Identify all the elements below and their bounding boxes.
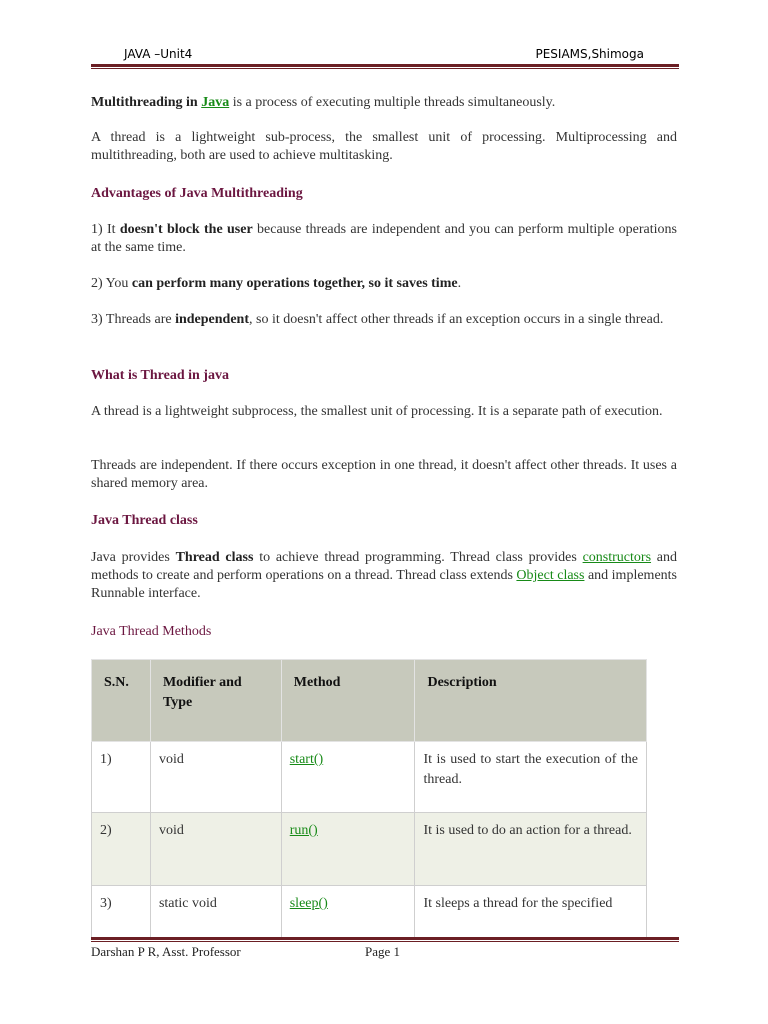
cell-description: It is used to do an action for a thread. — [415, 813, 647, 886]
advantage-3-bold: independent — [175, 312, 250, 327]
cell-description: It sleeps a thread for the specified — [415, 886, 647, 938]
cell-type: void — [150, 813, 281, 886]
java-link[interactable]: Java — [201, 95, 230, 110]
column-header-sn: S.N. — [92, 660, 151, 742]
advantage-1-prefix: 1) It — [91, 222, 120, 237]
thread-class-text-4: and implements Runnable interface. — [91, 568, 677, 601]
thread-class-text-1: Java provides — [91, 550, 176, 565]
advantages-heading: Advantages of Java Multithreading — [91, 186, 303, 201]
footer-rule-thin — [91, 941, 679, 942]
intro-bold: Multithreading in — [91, 95, 202, 110]
what-is-thread-paragraph-2: Threads are independent. If there occurs exception in one thread, it doesn't affect other threads. It uses a shared memory area. — [91, 458, 677, 491]
thread-class-paragraph — [91, 549, 677, 603]
cell-type: static void — [150, 886, 281, 938]
cell-sn: 2) — [92, 813, 151, 886]
cell-method — [281, 742, 415, 813]
advantage-item-1 — [91, 221, 677, 257]
advantage-1-bold: doesn't block the user — [119, 222, 253, 237]
cell-method — [281, 886, 415, 938]
advantage-item-3 — [91, 311, 677, 329]
advantage-2-rest: . — [457, 276, 462, 291]
header-institute: PESIAMS,Shimoga — [535, 47, 644, 61]
thread-definition-paragraph: A thread is a lightweight sub-process, the smallest unit of processing. Multiprocessing and multithreading, both are used to achieve multitasking. — [91, 130, 677, 163]
methods-heading: Java Thread Methods — [91, 624, 212, 639]
cell-sn: 1) — [92, 742, 151, 813]
cell-type: void — [150, 742, 281, 813]
sleep-method-link[interactable]: sleep() — [289, 896, 328, 911]
advantage-3-rest: , so it doesn't affect other threads if an exception occurs in a single thread. — [249, 312, 664, 327]
footer-page-number: Page 1 — [365, 944, 401, 959]
what-is-thread-paragraph-1: A thread is a lightweight subprocess, the smallest unit of processing. It is a separate path of execution. — [91, 404, 663, 419]
header-unit: JAVA –Unit4 — [124, 47, 193, 61]
thread-methods-table — [91, 659, 647, 938]
intro-rest: is a process of executing multiple threads simultaneously. — [229, 95, 556, 110]
thread-class-bold: Thread class — [175, 550, 254, 565]
constructors-link[interactable]: constructors — [582, 550, 652, 565]
what-is-thread-heading: What is Thread in java — [91, 368, 229, 383]
cell-sn: 3) — [92, 886, 151, 938]
table-row — [92, 742, 647, 813]
cell-description: It is used to start the execution of the thread. — [415, 742, 647, 813]
object-class-link[interactable]: Object class — [516, 568, 585, 583]
advantage-3-prefix: 3) Threads are — [91, 312, 176, 327]
intro-paragraph — [91, 94, 677, 112]
thread-class-text-3: and methods to create and perform operations on a thread. Thread class extends — [91, 550, 677, 583]
advantage-item-2 — [91, 275, 677, 293]
thread-class-heading: Java Thread class — [91, 513, 198, 528]
page-header — [0, 0, 768, 72]
column-header-type: Modifier and Type — [150, 660, 281, 742]
cell-method — [281, 813, 415, 886]
footer-author: Darshan P R, Asst. Professor — [91, 944, 241, 959]
table-header-row — [92, 660, 647, 742]
table-row — [92, 813, 647, 886]
advantage-1-rest: because threads are independent and you can perform multiple operations at the same time. — [91, 222, 677, 255]
header-rule-thick — [91, 64, 679, 67]
thread-class-text-2: to achieve thread programming. Thread class provides — [253, 550, 583, 565]
advantage-2-prefix: 2) You — [91, 276, 132, 291]
column-header-description: Description — [415, 660, 647, 742]
start-method-link[interactable]: start() — [289, 752, 324, 767]
advantage-2-bold: can perform many operations together, so it saves time — [131, 276, 458, 291]
table-row — [92, 886, 647, 938]
run-method-link[interactable]: run() — [289, 823, 318, 838]
footer-rule-thick — [91, 937, 679, 940]
column-header-method: Method — [281, 660, 415, 742]
header-rule-thin — [91, 68, 679, 69]
